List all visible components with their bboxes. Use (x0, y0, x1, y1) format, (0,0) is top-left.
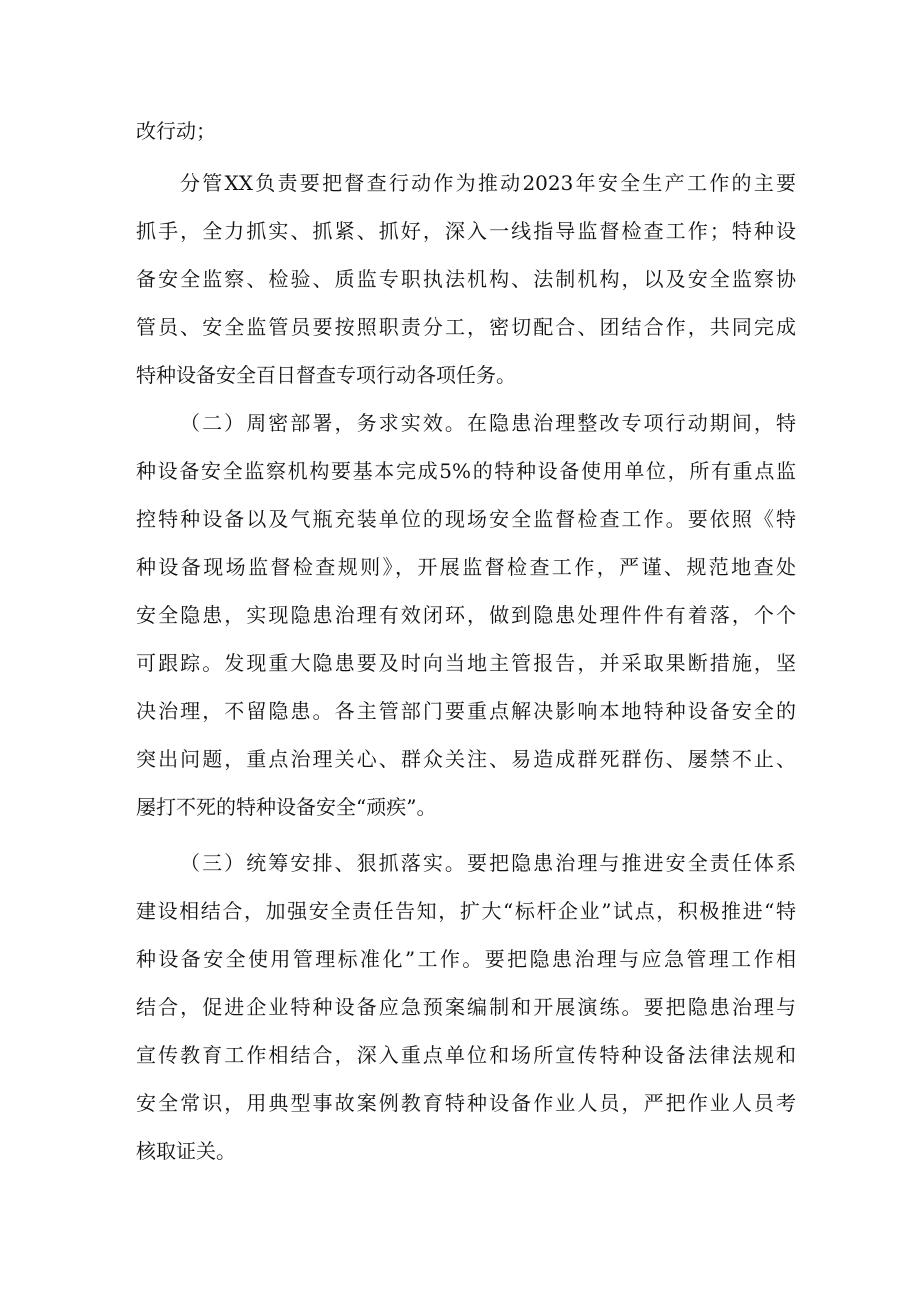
paragraph-line: 种设备安全监察机构要基本完成5%的特种设备使用单位，所有重点监 (136, 459, 796, 483)
paragraph-line: 特种设备安全百日督查专项行动各项任务。 (136, 363, 516, 387)
paragraph-line: 建设相结合，加强安全责任告知，扩大“标杆企业”试点，积极推进“特 (136, 899, 796, 923)
paragraph-line: 分管XX负责要把督查行动作为推动2023年安全生产工作的主要 (180, 171, 796, 195)
paragraph-line: 核取证关。 (136, 1139, 236, 1163)
paragraph-line: 安全隐患，实现隐患治理有效闭环，做到隐患处理件件有着落，个个 (136, 603, 796, 627)
paragraph-line: 突出问题，重点治理关心、群众关注、易造成群死群伤、屡禁不止、 (136, 747, 796, 771)
paragraph-line: 结合，促进企业特种设备应急预案编制和开展演练。要把隐患治理与 (136, 995, 796, 1019)
paragraph-line: 控特种设备以及气瓶充装单位的现场安全监督检查工作。要依照《特 (136, 507, 796, 531)
paragraph-line: 决治理，不留隐患。各主管部门要重点解决影响本地特种设备安全的 (136, 699, 796, 723)
paragraph-line: 宣传教育工作相结合，深入重点单位和场所宣传特种设备法律法规和 (136, 1043, 796, 1067)
paragraph-line: 备安全监察、检验、质监专职执法机构、法制机构，以及安全监察协 (136, 267, 796, 291)
paragraph-line: 种设备安全使用管理标准化”工作。要把隐患治理与应急管理工作相 (136, 947, 796, 971)
paragraph-line: （三）统筹安排、狠抓落实。要把隐患治理与推进安全责任体系 (180, 851, 796, 875)
paragraph-line: 改行动； (136, 119, 216, 143)
paragraph-line: 抓手，全力抓实、抓紧、抓好，深入一线指导监督检查工作；特种设 (136, 219, 796, 243)
paragraph-line: （二）周密部署，务求实效。在隐患治理整改专项行动期间，特 (180, 411, 796, 435)
paragraph-line: 种设备现场监督检查规则》，开展监督检查工作，严谨、规范地查处 (136, 555, 796, 579)
paragraph-line: 可跟踪。发现重大隐患要及时向当地主管报告，并采取果断措施，坚 (136, 651, 796, 675)
paragraph-line: 安全常识，用典型事故案例教育特种设备作业人员，严把作业人员考 (136, 1091, 796, 1115)
paragraph-line: 屡打不死的特种设备安全“顽疾”。 (136, 795, 437, 819)
paragraph-line: 管员、安全监管员要按照职责分工，密切配合、团结合作，共同完成 (136, 315, 796, 339)
